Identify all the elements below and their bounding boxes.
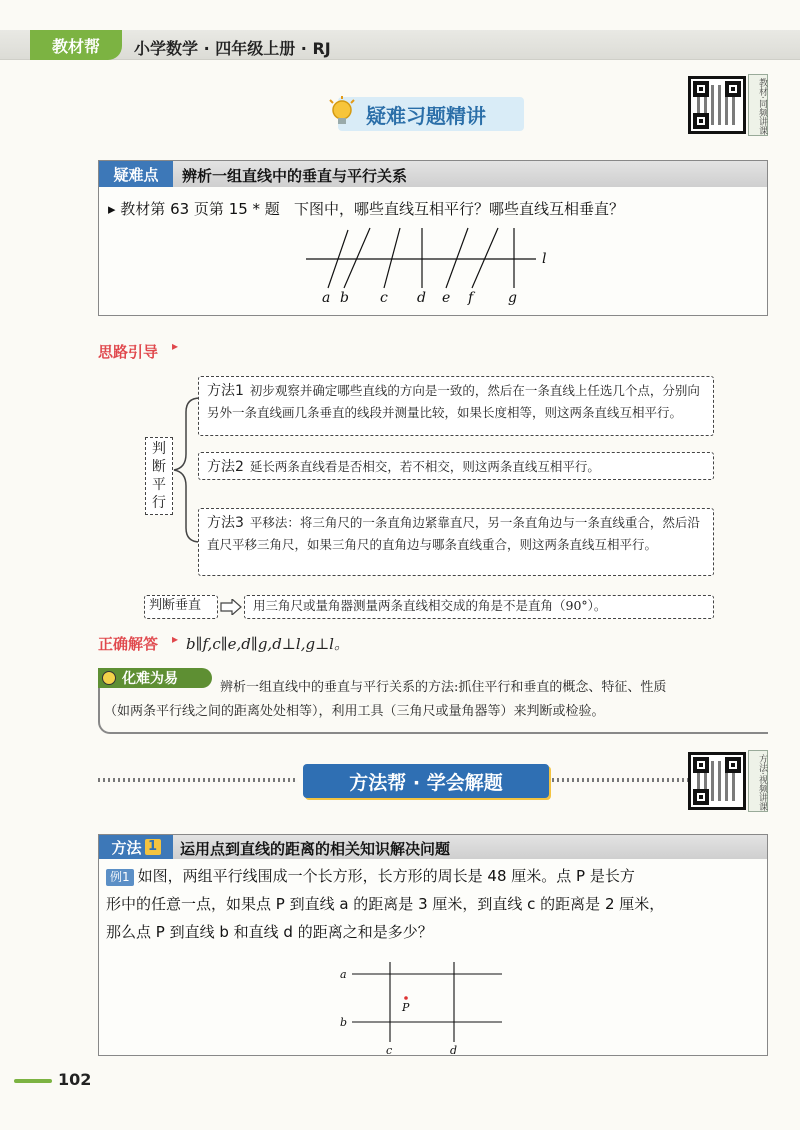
parallel-lines-figure bbox=[300, 222, 560, 314]
book-title: 小学数学 · 四年级上册 · RJ bbox=[134, 39, 331, 58]
line-label-g: g bbox=[508, 290, 517, 306]
page-number-bar bbox=[14, 1079, 52, 1083]
section-title: 疑难习题精讲 bbox=[338, 97, 524, 131]
fig-label-b: b bbox=[340, 1016, 348, 1029]
guide-label: 思路引导 bbox=[98, 343, 159, 361]
method-1-box bbox=[198, 376, 714, 436]
fig-label-c: c bbox=[386, 1044, 393, 1057]
example-line-1: 例1 如图，两组平行线围成一个长方形，长方形的周长是 48 厘米。点 P 是长方 bbox=[106, 862, 766, 890]
divider-right bbox=[552, 778, 688, 782]
tip-text-line-2: （如两条平行线之间的距离处处相等），利用工具（三角尺或量角器等）来判断或检验。 bbox=[104, 704, 605, 719]
method-heading: 运用点到直线的距离的相关知识解决问题 bbox=[180, 840, 451, 858]
line-label-f: f bbox=[468, 290, 474, 306]
method-3-text: 平移法：将三角尺的一条直角边紧靠直尺，另一条直角边与一条直线重合，然后沿直尺平移三角尺，如果三角尺的直角边与哪条直线重合，则这两条直线互相平行。 bbox=[207, 515, 700, 552]
fig-label-a: a bbox=[340, 968, 347, 981]
lightbulb-icon bbox=[328, 96, 356, 132]
answer-text: b∥f,c∥e,d∥g,d⊥l,g⊥l。 bbox=[186, 635, 349, 653]
arrow-right-icon bbox=[220, 599, 242, 615]
answer-arrow-icon: ▸ bbox=[172, 632, 179, 646]
tip-text-line-1: 辨析一组直线中的垂直与平行关系的方法:抓住平行和垂直的概念、特征、性质 bbox=[220, 680, 667, 695]
method-1-text: 初步观察并确定哪些直线的方向是一致的，然后在一条直线上任选几个点，分别向另外一条直线画几条垂直的线段并测量比较，如果长度相等，则这两条直线互相平行。 bbox=[207, 383, 700, 420]
brand-badge: 教材帮 bbox=[30, 30, 122, 60]
divider-left bbox=[98, 778, 298, 782]
problem-question: 下图中，哪些直线互相平行？哪些直线互相垂直？ bbox=[294, 200, 625, 218]
method-3-name: 方法3 bbox=[207, 515, 244, 531]
tip-tag bbox=[98, 668, 212, 688]
line-label-a: a bbox=[322, 290, 331, 306]
fig-label-p: P bbox=[402, 1001, 410, 1014]
example-tag: 例1 bbox=[106, 869, 134, 886]
page-number: 102 bbox=[58, 1070, 92, 1089]
qr-caption-2: 方法·视频讲课 bbox=[748, 750, 768, 812]
method-3-box bbox=[198, 508, 714, 576]
example-line-3: 那么点 P 到直线 b 和直线 d 的距离之和是多少？ bbox=[106, 923, 433, 941]
tip-label: 化难为易 bbox=[122, 671, 178, 687]
perp-judge-label: 判断垂直 bbox=[144, 595, 218, 619]
problem-source: ▸ 教材第 63 页第 15 * 题 bbox=[108, 200, 280, 218]
line-label-d: d bbox=[417, 290, 426, 306]
method-number-badge: 1 bbox=[145, 839, 161, 855]
problem-heading: 辨析一组直线中的垂直与平行关系 bbox=[182, 167, 408, 185]
example-line-2: 形中的任意一点，如果点 P 到直线 a 的距离是 3 厘米，到直线 c 的距离是 2 厘米， bbox=[106, 895, 665, 913]
method-2-name: 方法2 bbox=[207, 459, 244, 475]
method-1-name: 方法1 bbox=[207, 383, 244, 399]
parallel-judge-label: 判断平行 bbox=[145, 437, 173, 515]
answer-label: 正确解答 bbox=[98, 635, 159, 653]
method-tag: 方法 1 bbox=[99, 835, 173, 859]
method-2-text: 延长两条直线看是否相交，若不相交，则这两条直线互相平行。 bbox=[249, 459, 600, 474]
qr-code-icon[interactable] bbox=[688, 76, 746, 134]
method-section-title: 方法帮 · 学会解题 bbox=[303, 764, 549, 798]
fig-label-d: d bbox=[450, 1044, 458, 1057]
rectangle-figure bbox=[336, 962, 516, 1058]
qr-code-icon-2[interactable] bbox=[688, 752, 746, 810]
method-2-box bbox=[198, 452, 714, 480]
line-label-e: e bbox=[442, 290, 451, 306]
guide-arrow-icon: ▸ bbox=[172, 339, 179, 353]
difficulty-tag: 疑难点 bbox=[99, 161, 173, 187]
perp-judge-text: 用三角尺或量角器测量两条直线相交成的角是不是直角（90°）。 bbox=[244, 595, 714, 619]
tip-icon bbox=[102, 671, 116, 685]
qr-caption: 教材·同频讲课 bbox=[748, 74, 768, 136]
line-label-b: b bbox=[340, 290, 349, 306]
line-label-c: c bbox=[380, 290, 388, 306]
line-label-l: l bbox=[542, 251, 547, 267]
